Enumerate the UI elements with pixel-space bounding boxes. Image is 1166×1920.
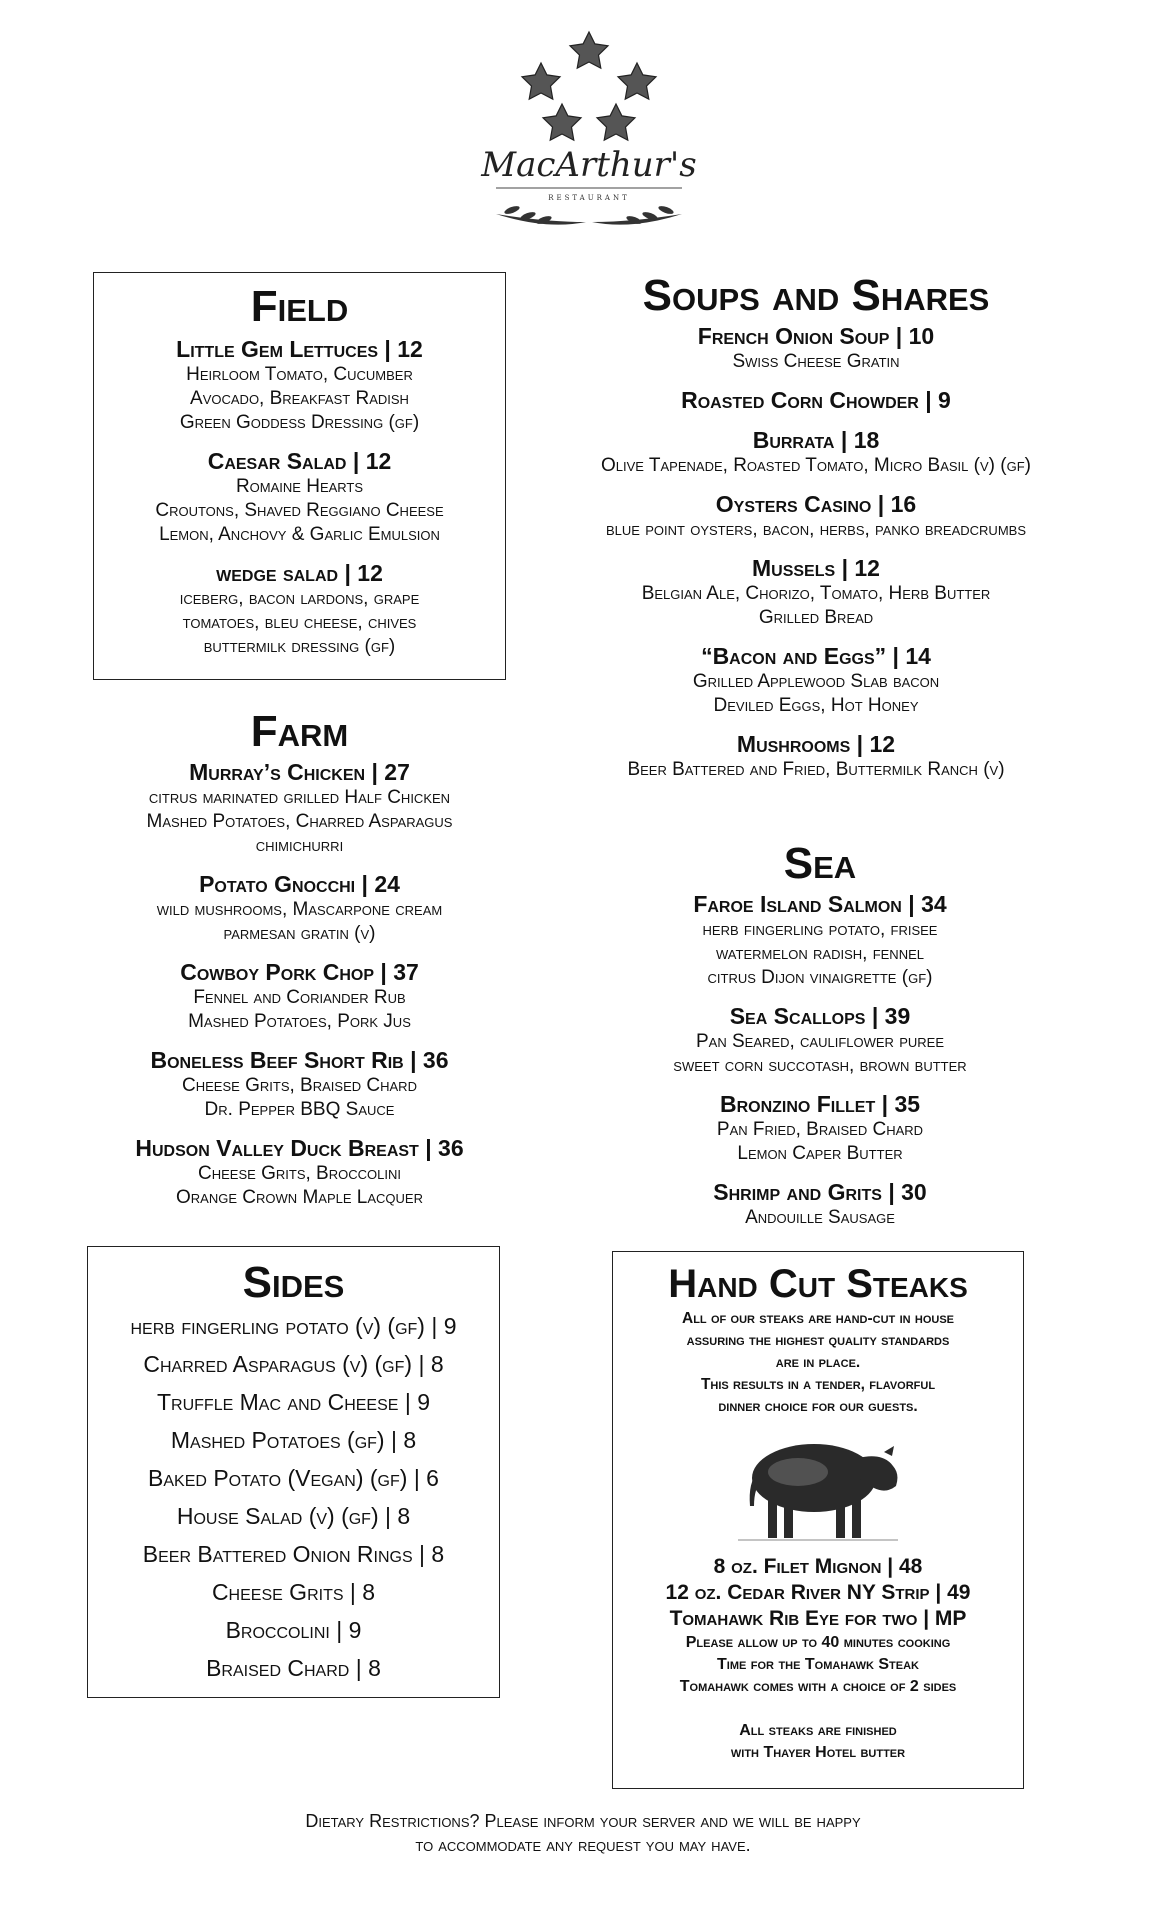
farm-section bbox=[93, 708, 506, 1222]
menu-item: Shrimp and Grits | 30 Andouille Sausage bbox=[713, 1179, 927, 1228]
menu-item: Murray’s Chicken | 27 citrus marinated grilled Half Chicken Mashed Potatoes, Charred Asparagus chimichurri bbox=[146, 759, 453, 856]
side-item: Mashed Potatoes (gf) | 8 bbox=[170, 1427, 417, 1453]
side-item: Charred Asparagus (v) (gf) | 8 bbox=[143, 1351, 444, 1377]
menu-item: Hudson Valley Duck Breast | 36 Cheese Grits, Broccolini Orange Crown Maple Lacquer bbox=[135, 1135, 464, 1208]
soups-title: Soups and Shares bbox=[642, 271, 990, 320]
steaks-title: Hand Cut Steaks bbox=[668, 1262, 968, 1306]
restaurant-logo bbox=[476, 26, 702, 238]
logo-subtitle: RESTAURANT bbox=[548, 194, 630, 202]
field-section bbox=[93, 272, 506, 680]
menu-item: Bronzino Fillet | 35 Pan Fried, Braised Chard Lemon Caper Butter bbox=[716, 1091, 924, 1164]
sides-section bbox=[87, 1246, 500, 1698]
sea-section bbox=[560, 840, 1080, 1242]
side-item: Braised Chard | 8 bbox=[206, 1655, 381, 1681]
side-item: Beer Battered Onion Rings | 8 bbox=[142, 1541, 445, 1567]
side-item: Truffle Mac and Cheese | 9 bbox=[156, 1389, 430, 1415]
menu-item: Roasted Corn Chowder | 9 bbox=[681, 387, 951, 413]
menu-item: French Onion Soup | 10 Swiss Cheese Gratin bbox=[697, 323, 935, 372]
menu-item: Oysters Casino | 16 blue point oysters, bacon, herbs, panko breadcrumbs bbox=[605, 491, 1026, 540]
farm-title: Farm bbox=[250, 707, 349, 756]
side-item: House Salad (v) (gf) | 8 bbox=[176, 1503, 411, 1529]
field-title: Field bbox=[250, 282, 349, 331]
menu-item: Cowboy Pork Chop | 37 Fennel and Coriander Rub Mashed Potatoes, Pork Jus bbox=[180, 959, 419, 1032]
sea-title: Sea bbox=[783, 839, 857, 888]
menu-item: Caesar Salad | 12 Romaine Hearts Croutons, Shaved Reggiano Cheese Lemon, Anchovy & Garlic Emulsion bbox=[155, 448, 444, 545]
menu-item: Burrata | 18 Olive Tapenade, Roasted Tomato, Micro Basil (v) (gf) bbox=[601, 427, 1031, 476]
side-item: herb fingerling potato (v) (gf) | 9 bbox=[130, 1313, 457, 1339]
side-item: Cheese Grits | 8 bbox=[211, 1579, 376, 1605]
soups-section bbox=[520, 272, 1112, 794]
menu-item: “Bacon and Eggs” | 14 Grilled Applewood Slab bacon Deviled Eggs, Hot Honey bbox=[692, 643, 940, 716]
steaks-section: Hand Cut Steaks All of our steaks are hand-cut in house assuring the highest quality standards are in place. This results in a tender, flavorful dinner choice for our guests. 8 oz. Filet Mignon | 48 12 oz. Cedar River NY Strip | 49 Tomahawk Rib Eye for two | MP Please allow up to 40 minutes cooking Time for the Tomahawk Steak Tomahawk comes with a choice of 2 sides All steaks are finished with Thayer Hotel butter bbox=[612, 1251, 1024, 1789]
menu-item: Faroe Island Salmon | 34 herb fingerling potato, frisee watermelon radish, fennel citrus Dijon vinaigrette (gf) bbox=[693, 891, 947, 988]
cow-illustration bbox=[718, 1422, 918, 1548]
menu-item: Sea Scallops | 39 Pan Seared, cauliflower puree sweet corn succotash, brown butter bbox=[673, 1003, 967, 1076]
menu-item: Potato Gnocchi | 24 wild mushrooms, Mascarpone cream parmesan gratin (v) bbox=[156, 871, 443, 944]
dietary-footer: Dietary Restrictions? Please inform your server and we will be happy to accommodate any request you may have. bbox=[305, 1811, 861, 1855]
menu-item: Mussels | 12 Belgian Ale, Chorizo, Tomato, Herb Butter Grilled Bread bbox=[641, 555, 991, 628]
menu-item: Little Gem Lettuces | 12 Heirloom Tomato, Cucumber Avocado, Breakfast Radish Green Goddess Dressing (gf) bbox=[176, 336, 423, 433]
menu-item: Mushrooms | 12 Beer Battered and Fried, Buttermilk Ranch (v) bbox=[627, 731, 1005, 780]
side-item: Baked Potato (Vegan) (gf) | 6 bbox=[148, 1465, 439, 1491]
menu-item: Boneless Beef Short Rib | 36 Cheese Grits, Braised Chard Dr. Pepper BBQ Sauce bbox=[150, 1047, 449, 1120]
sides-title: Sides bbox=[242, 1258, 345, 1307]
logo-script: MacArthur's bbox=[481, 145, 697, 185]
side-item: Broccolini | 9 bbox=[225, 1617, 362, 1643]
menu-item: wedge salad | 12 iceberg, bacon lardons, grape tomatoes, bleu cheese, chives buttermilk dressing (gf) bbox=[179, 560, 420, 657]
